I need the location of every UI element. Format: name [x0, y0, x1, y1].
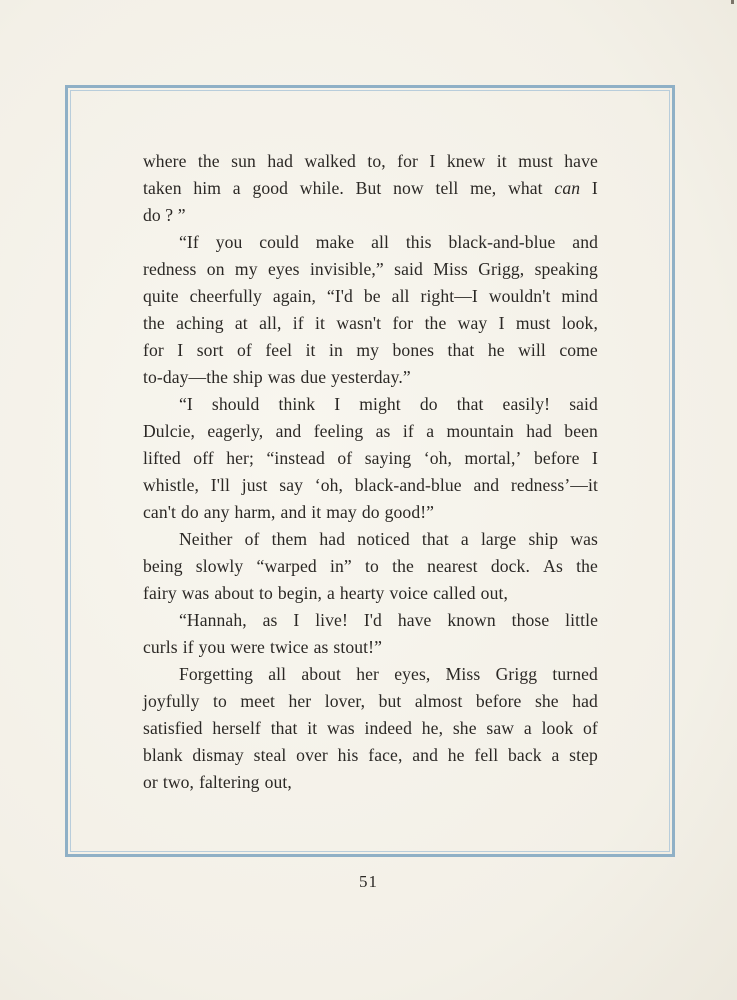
word: come — [559, 340, 598, 360]
word: me, — [470, 178, 497, 198]
word: can't — [143, 502, 176, 522]
word: be — [363, 286, 381, 306]
word: voice — [389, 583, 429, 603]
word: if — [292, 313, 304, 333]
word: all — [268, 664, 287, 684]
word: wasn't — [336, 313, 382, 333]
text-line — [143, 256, 598, 283]
word: turned — [552, 664, 598, 684]
word: before — [475, 691, 522, 711]
word: wouldn't — [488, 286, 551, 306]
word: it — [496, 151, 507, 171]
word: you — [215, 232, 243, 252]
word: back — [508, 745, 542, 765]
word: where — [143, 151, 187, 171]
word: over — [296, 745, 328, 765]
word: to-day—the — [143, 367, 229, 387]
word: noticed — [357, 529, 410, 549]
word: make — [315, 232, 355, 252]
word: if — [402, 421, 414, 441]
word: lifted — [143, 448, 181, 468]
word: tell — [435, 178, 459, 198]
word: you — [198, 637, 226, 657]
word: just — [241, 475, 268, 495]
word: it — [311, 502, 322, 522]
word: for — [392, 313, 414, 333]
text-line — [143, 688, 598, 715]
word: hearty — [339, 583, 385, 603]
word: Grigg, — [478, 259, 525, 279]
text-line — [143, 337, 598, 364]
word: will — [518, 340, 546, 360]
word: a — [551, 745, 560, 765]
word: think — [278, 394, 316, 414]
word: good — [252, 178, 289, 198]
word: about — [301, 664, 341, 684]
word: all — [391, 286, 410, 306]
word: But — [355, 178, 382, 198]
word: as — [313, 637, 329, 657]
body-text — [143, 148, 598, 796]
word: ship — [233, 367, 263, 387]
word: I — [498, 313, 505, 333]
word: any — [203, 502, 230, 522]
word: mind — [561, 286, 598, 306]
word: “I — [179, 394, 193, 414]
word: do — [419, 394, 438, 414]
word: in — [329, 340, 343, 360]
word: I — [429, 151, 436, 171]
word: as — [262, 610, 278, 630]
word: those — [511, 610, 550, 630]
word: Dulcie, — [143, 421, 195, 441]
word: her — [288, 691, 312, 711]
word: she — [534, 691, 559, 711]
word: harm, — [234, 502, 276, 522]
word: dock. — [490, 556, 530, 576]
word: was — [570, 529, 598, 549]
word: aching — [176, 313, 224, 333]
word: “instead — [266, 448, 325, 468]
word: have — [564, 151, 598, 171]
word: meet — [240, 691, 275, 711]
word: lover, — [324, 691, 366, 711]
word: redness’—it — [510, 475, 598, 495]
word: now — [393, 178, 424, 198]
word: satisfied — [143, 718, 203, 738]
word: he — [487, 340, 505, 360]
word: do ? ” — [143, 205, 186, 225]
word: or — [143, 772, 158, 792]
word: my — [234, 259, 258, 279]
word: nearest — [427, 556, 478, 576]
text-line — [143, 175, 598, 202]
word: were — [230, 637, 265, 657]
text-line — [143, 148, 598, 175]
word: it — [315, 313, 326, 333]
word: out, — [480, 583, 508, 603]
word: he — [447, 745, 465, 765]
word: had — [572, 691, 598, 711]
word: Neither — [179, 529, 233, 549]
word: but — [378, 691, 402, 711]
word: I — [334, 394, 341, 414]
word: at — [234, 313, 248, 333]
text-line — [143, 634, 598, 661]
word: dismay — [192, 745, 244, 765]
word: his — [337, 745, 359, 765]
word: said — [569, 394, 598, 414]
word: step — [569, 745, 598, 765]
text-line — [143, 310, 598, 337]
word: to — [213, 691, 227, 711]
word: all — [371, 232, 389, 252]
word: eagerly, — [207, 421, 264, 441]
word: joyfully — [143, 691, 200, 711]
word: look, — [561, 313, 598, 333]
word: sort — [196, 340, 224, 360]
word: while. — [299, 178, 344, 198]
word: can — [554, 178, 581, 198]
text-line — [143, 364, 598, 391]
word: redness — [143, 259, 197, 279]
word: was — [327, 718, 355, 738]
word: what — [508, 178, 543, 198]
word: feeling — [313, 421, 364, 441]
word: Forgetting — [179, 664, 253, 684]
word: and — [280, 502, 307, 522]
word: quite — [143, 286, 179, 306]
word: of — [237, 340, 252, 360]
word: ‘oh, — [314, 475, 344, 495]
word: two, — [162, 772, 195, 792]
word: a — [426, 421, 435, 441]
word: indeed — [364, 718, 412, 738]
word: of — [244, 529, 260, 549]
text-line — [143, 769, 598, 796]
word: on — [206, 259, 225, 279]
word: Miss — [433, 259, 468, 279]
word: due — [300, 367, 327, 387]
word: large — [480, 529, 517, 549]
word: taken — [143, 178, 182, 198]
word: face, — [368, 745, 403, 765]
word: him — [193, 178, 222, 198]
text-line — [143, 580, 598, 607]
word: he, — [421, 718, 444, 738]
word: had — [319, 529, 346, 549]
word: my — [356, 340, 380, 360]
word: good!” — [384, 502, 435, 522]
word: known — [447, 610, 496, 630]
text-line — [143, 661, 598, 688]
word: in” — [330, 556, 352, 576]
word: the — [424, 313, 447, 333]
word: said — [394, 259, 423, 279]
word: a — [460, 529, 469, 549]
word: to — [258, 583, 273, 603]
word: black-and-blue — [448, 232, 556, 252]
word: her; — [226, 448, 254, 468]
word: if — [182, 637, 194, 657]
text-line — [143, 418, 598, 445]
paper-speck — [731, 0, 734, 4]
word: fairy — [143, 583, 177, 603]
word: yesterday.” — [331, 367, 411, 387]
word: that — [270, 718, 298, 738]
word: might — [359, 394, 401, 414]
word: blank — [143, 745, 183, 765]
word: to, — [367, 151, 386, 171]
word: and — [572, 232, 598, 252]
word: right—I — [420, 286, 478, 306]
word: As — [543, 556, 563, 576]
word: look — [541, 718, 574, 738]
word: called — [433, 583, 476, 603]
word: speaking — [534, 259, 598, 279]
word: the — [197, 151, 220, 171]
word: I'd — [363, 610, 382, 630]
word: a — [232, 178, 241, 198]
word: walked — [304, 151, 356, 171]
word: could — [259, 232, 299, 252]
word: invisible,” — [309, 259, 384, 279]
word: almost — [414, 691, 463, 711]
text-line — [143, 499, 598, 526]
word: black-and-blue — [354, 475, 462, 495]
word: the — [576, 556, 598, 576]
text-line — [143, 526, 598, 553]
word: it — [305, 340, 316, 360]
word: steal — [253, 745, 287, 765]
word: a — [326, 583, 335, 603]
text-line — [143, 742, 598, 769]
word: bones — [392, 340, 435, 360]
word: I — [177, 340, 184, 360]
word: the — [143, 313, 165, 333]
text-line — [143, 553, 598, 580]
word: sun — [231, 151, 256, 171]
word: off — [193, 448, 214, 468]
word: easily! — [502, 394, 551, 414]
text-line — [143, 283, 598, 310]
page-number: 51 — [359, 872, 378, 891]
word: fell — [474, 745, 499, 765]
text-line — [143, 391, 598, 418]
word: eyes — [267, 259, 300, 279]
word: faltering — [199, 772, 260, 792]
word: and — [473, 475, 500, 495]
word: to — [365, 556, 379, 576]
word: “I'd — [326, 286, 353, 306]
word: I — [293, 610, 300, 630]
word: that — [421, 529, 449, 549]
word: stout!” — [333, 637, 383, 657]
word: I'll — [210, 475, 230, 495]
word: live! — [315, 610, 348, 630]
word: whistle, — [143, 475, 200, 495]
word: saw — [486, 718, 515, 738]
word: had — [526, 421, 552, 441]
word: say — [279, 475, 304, 495]
word: “If — [179, 232, 199, 252]
word: Miss — [445, 664, 481, 684]
word: saying — [364, 448, 412, 468]
word: should — [211, 394, 260, 414]
word: that — [447, 340, 475, 360]
word: about — [214, 583, 254, 603]
word: and — [412, 745, 438, 765]
word: ship — [528, 529, 559, 549]
word: do — [180, 502, 199, 522]
word: do — [361, 502, 380, 522]
word: ‘oh, — [423, 448, 453, 468]
text-line — [143, 229, 598, 256]
word: this — [405, 232, 432, 252]
word: mountain — [446, 421, 514, 441]
word: of — [583, 718, 598, 738]
word: curls — [143, 637, 178, 657]
word: little — [565, 610, 598, 630]
word: I — [591, 178, 598, 198]
word: it — [307, 718, 318, 738]
word: eyes, — [394, 664, 431, 684]
word: been — [564, 421, 598, 441]
word: her — [356, 664, 379, 684]
word: before — [533, 448, 580, 468]
word: “Hannah, — [179, 610, 247, 630]
word: and — [275, 421, 302, 441]
word: must — [515, 313, 551, 333]
word: she — [452, 718, 477, 738]
word: twice — [269, 637, 309, 657]
word: out, — [264, 772, 292, 792]
word: must — [518, 151, 553, 171]
word: all, — [259, 313, 282, 333]
word: for — [143, 340, 164, 360]
word: Grigg — [495, 664, 538, 684]
word: again, — [272, 286, 316, 306]
word: begin, — [277, 583, 322, 603]
word: being — [143, 556, 183, 576]
word: feel — [265, 340, 293, 360]
word: slowly — [195, 556, 244, 576]
word: knew — [446, 151, 486, 171]
text-line — [143, 202, 598, 229]
text-line — [143, 715, 598, 742]
word: herself — [212, 718, 261, 738]
text-line — [143, 607, 598, 634]
word: for — [397, 151, 418, 171]
word: the — [392, 556, 414, 576]
word: of — [337, 448, 353, 468]
word: “warped — [256, 556, 317, 576]
word: had — [267, 151, 294, 171]
word: was — [181, 583, 210, 603]
word: mortal,’ — [464, 448, 522, 468]
word: a — [523, 718, 532, 738]
word: have — [397, 610, 432, 630]
word: that — [456, 394, 484, 414]
word: cheerfully — [189, 286, 262, 306]
word: may — [326, 502, 357, 522]
word: them — [271, 529, 308, 549]
word: as — [375, 421, 391, 441]
word: way — [457, 313, 488, 333]
word: I — [592, 448, 598, 468]
word: was — [267, 367, 296, 387]
text-line — [143, 472, 598, 499]
text-line — [143, 445, 598, 472]
